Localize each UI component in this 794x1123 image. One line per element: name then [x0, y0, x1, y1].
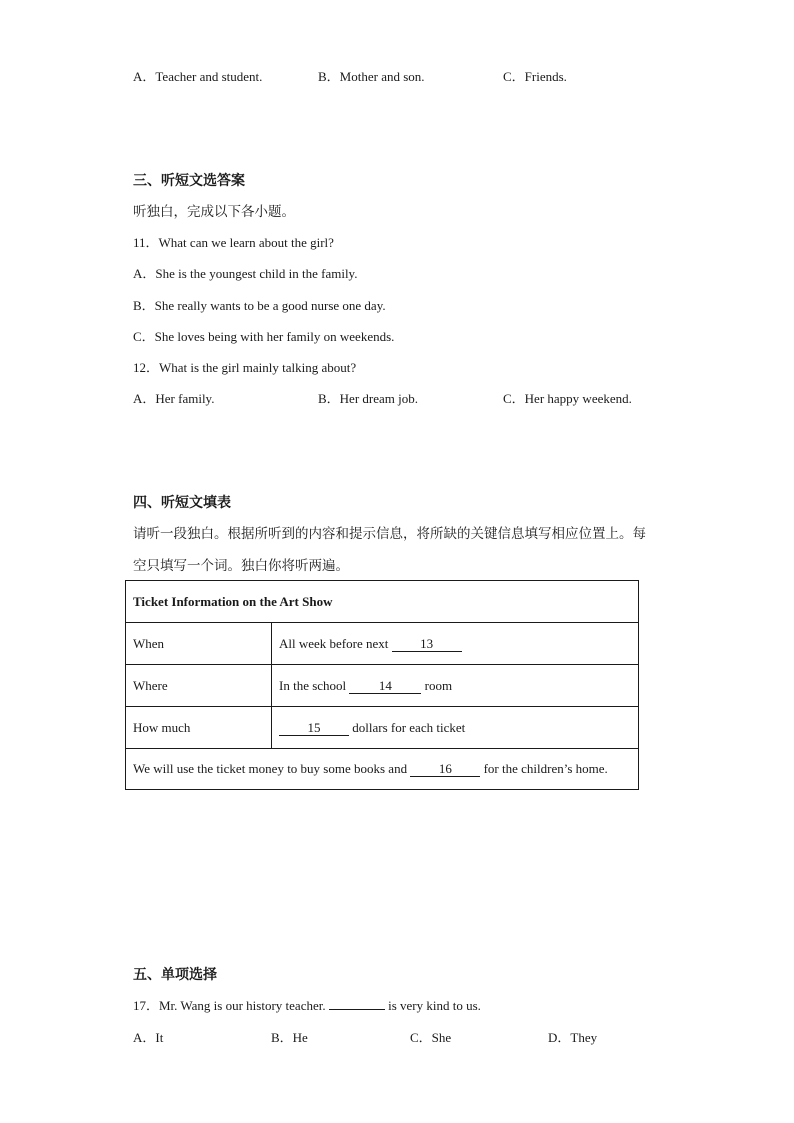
row-label-how-much: How much — [126, 707, 272, 749]
row-value-when: All week before next 13 — [272, 623, 639, 665]
section-4-heading: 四、听短文填表 — [133, 495, 231, 511]
row-label-when: When — [126, 623, 272, 665]
section-5-heading: 五、单项选择 — [133, 967, 217, 983]
q12-stem: 12．What is the girl mainly talking about? — [133, 360, 357, 375]
blank-14[interactable]: 14 — [349, 679, 421, 694]
q17-stem: 17．Mr. Wang is our history teacher. is very kind to us. — [133, 998, 481, 1013]
section-4-instruction-line-1: 请听一段独白。根据所听到的内容和提示信息，将所缺的关键信息填写相应位置上。每 — [133, 526, 646, 542]
q10-option-a[interactable]: A．Teacher and student. — [133, 69, 263, 84]
table-row-how-much — [126, 707, 639, 749]
row-value-where: In the school 14 room — [272, 665, 639, 707]
q12-option-c[interactable]: C．Her happy weekend. — [503, 391, 632, 406]
table-title: Ticket Information on the Art Show — [126, 581, 639, 623]
q10-option-b[interactable]: B．Mother and son. — [318, 69, 425, 84]
q17-option-a[interactable]: A．It — [133, 1030, 164, 1045]
section-3-instruction: 听独白，完成以下各小题。 — [133, 204, 295, 220]
row-value-how-much: 15 dollars for each ticket — [272, 707, 639, 749]
section-4-instruction-line-2: 空只填写一个词。独白你将听两遍。 — [133, 558, 349, 574]
ticket-info-table — [125, 580, 639, 790]
q17-blank[interactable] — [329, 1009, 385, 1010]
blank-13[interactable]: 13 — [392, 637, 462, 652]
q12-option-a[interactable]: A．Her family. — [133, 391, 215, 406]
row-label-where: Where — [126, 665, 272, 707]
q17-option-b[interactable]: B．He — [271, 1030, 308, 1045]
q11-stem: 11．What can we learn about the girl? — [133, 235, 334, 250]
q11-option-c[interactable]: C．She loves being with her family on weekends. — [133, 329, 395, 344]
section-3-heading: 三、听短文选答案 — [133, 173, 245, 189]
table-title-row — [126, 581, 639, 623]
row-footer: We will use the ticket money to buy some books and 16 for the children’s home. — [126, 749, 639, 790]
table-row-where — [126, 665, 639, 707]
q17-option-d[interactable]: D．They — [548, 1030, 598, 1045]
table-row-when — [126, 623, 639, 665]
q11-option-b[interactable]: B．She really wants to be a good nurse one day. — [133, 298, 386, 313]
q10-option-c[interactable]: C．Friends. — [503, 69, 567, 84]
q11-option-a[interactable]: A．She is the youngest child in the family. — [133, 266, 358, 281]
q17-option-c[interactable]: C．She — [410, 1030, 452, 1045]
blank-15[interactable]: 15 — [279, 721, 349, 736]
q12-option-b[interactable]: B．Her dream job. — [318, 391, 419, 406]
blank-16[interactable]: 16 — [410, 762, 480, 777]
table-row-footer — [126, 749, 639, 790]
